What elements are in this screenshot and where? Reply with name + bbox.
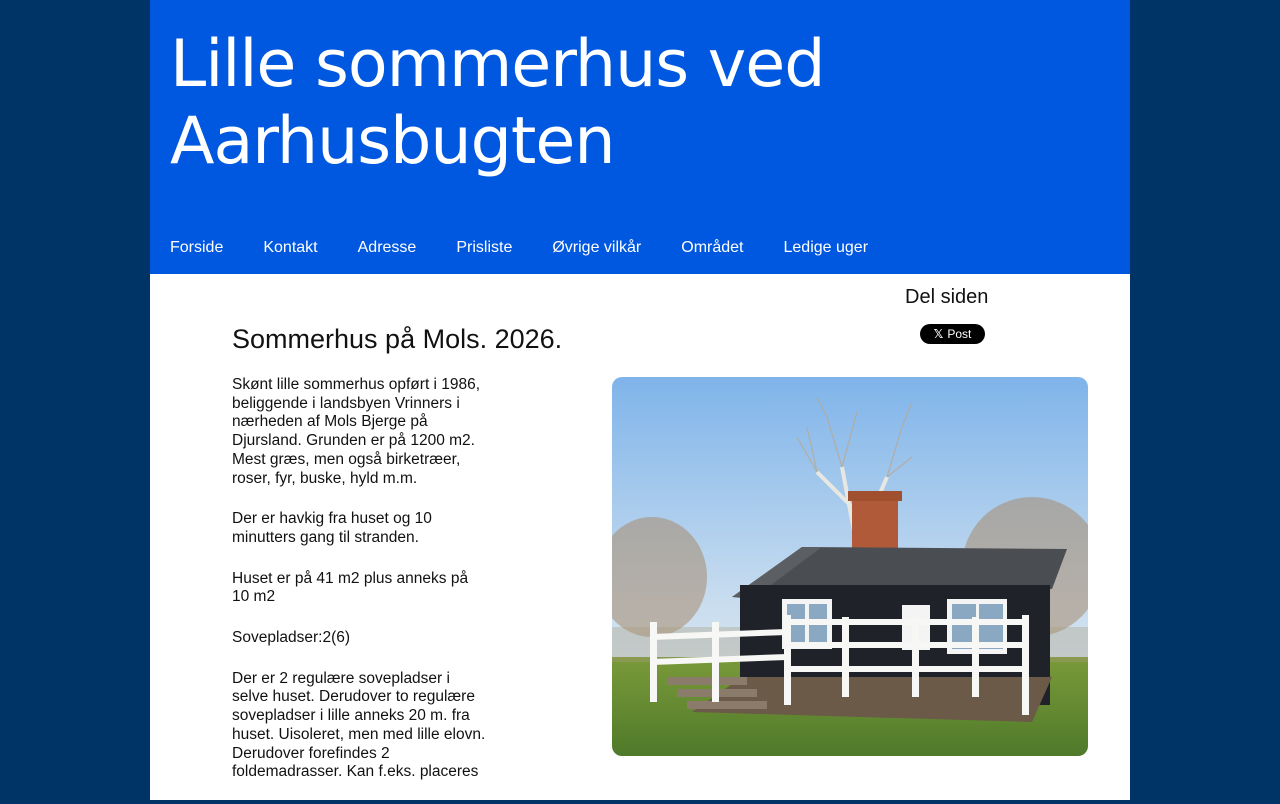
x-post-button[interactable] [920, 324, 985, 344]
site-title-line-1[interactable]: Lille sommerhus ved [170, 27, 825, 102]
x-post-label: Post [947, 327, 972, 341]
description-text [232, 376, 487, 804]
site-title[interactable] [170, 26, 825, 180]
paragraph-size: Huset er på 41 m2 plus anneks på 10 m2 [232, 569, 469, 606]
nav-item-kontakt[interactable]: Kontakt [263, 239, 318, 256]
site-header [150, 0, 1130, 274]
nav-item-ledige-uger[interactable]: Ledige uger [783, 239, 869, 256]
main-nav [170, 238, 868, 258]
x-logo-icon: 𝕏 [933, 327, 944, 341]
nav-item-omradet[interactable]: Området [681, 239, 744, 256]
page-container [150, 0, 1130, 800]
paragraph-sleeping: Der er 2 regulære sovepladser i selve huset. Derudover to regulære sovepladser i lille anneks 20 m. fra huset. Uisoleret, men med lille elovn. Derudover forefindes 2 foldemadrasser. Kan f.eks. placeres [232, 669, 486, 781]
house-photo [612, 377, 1088, 756]
nav-item-adresse[interactable]: Adresse [357, 239, 417, 256]
paragraph-sea-view: Der er havkig fra huset og 10 minutters gang til stranden. [232, 510, 432, 546]
site-title-line-2[interactable]: Aarhusbugten [170, 104, 615, 179]
share-widget [905, 285, 989, 341]
page-heading: Sommerhus på Mols. 2026. [232, 324, 563, 354]
paragraph-beds: Sovepladser:2(6) [232, 629, 351, 647]
share-title: Del siden [905, 286, 989, 308]
nav-item-prisliste[interactable]: Prisliste [456, 239, 513, 256]
nav-item-ovrige-vilkar[interactable]: Øvrige vilkår [552, 239, 642, 256]
paragraph-intro: Skønt lille sommerhus opført i 1986, beliggende i landsbyen Vrinners i nærheden af Mols Bjerge på Djursland. Grunden er på 1200 m2. Mest græs, men også birketræer, roser, fyr, buske, hyld m.m. [232, 376, 481, 487]
nav-item-forside[interactable]: Forside [170, 239, 224, 256]
